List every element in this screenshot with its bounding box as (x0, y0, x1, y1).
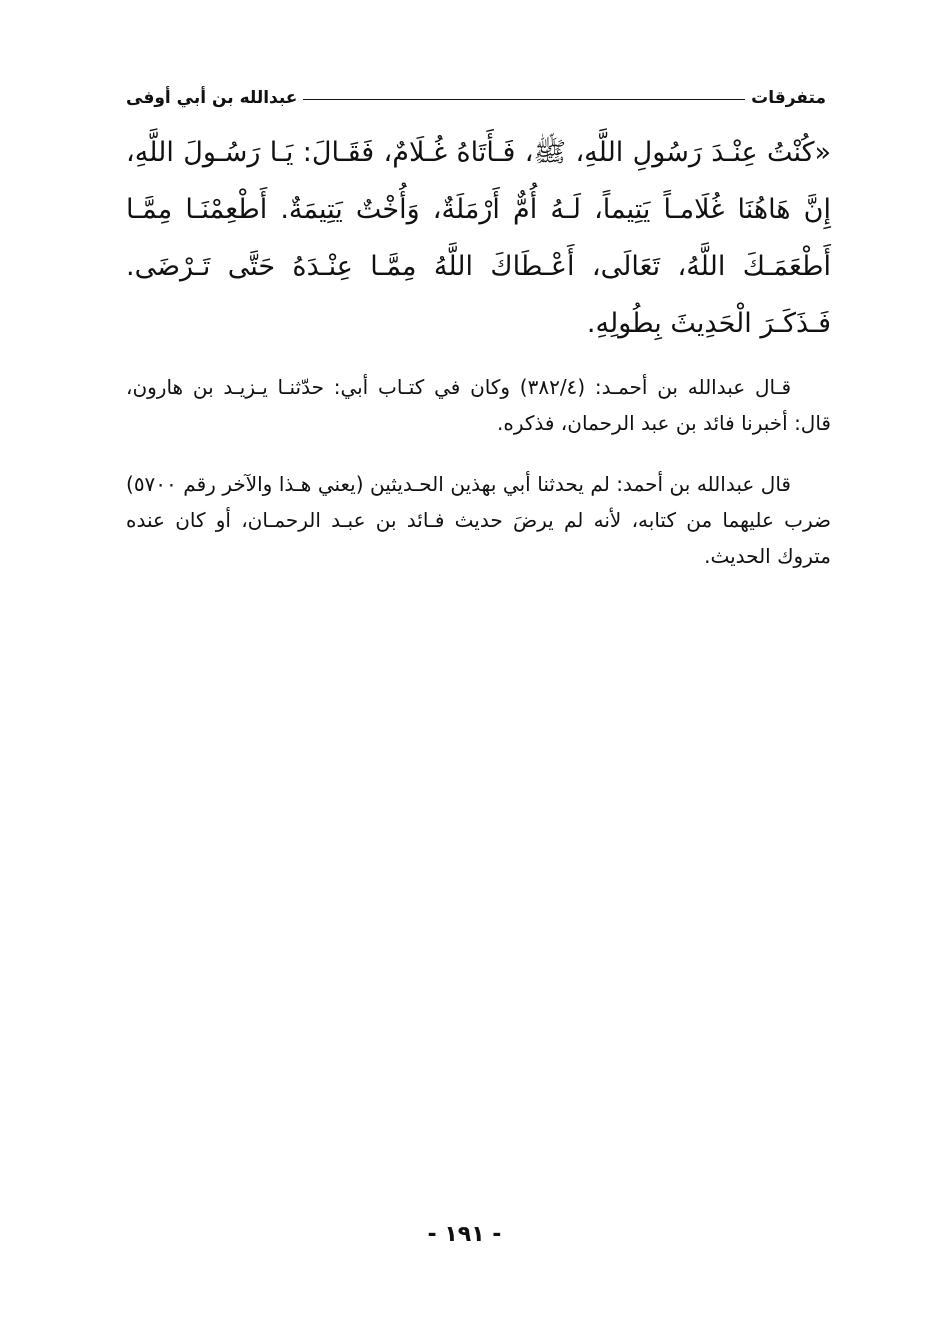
section-title: متفرقات (751, 88, 826, 108)
hadith-quote: «كُنْتُ عِنْـدَ رَسُولِ اللَّهِ، ﷺ، فَـأَتَاهُ غُـلَامٌ، فَقَـالَ: يَـا رَسُـولَ اللَّهِ، إِنَّ هَاهُنَا غُلَامـاً يَتِيماً، لَـهُ أُمٌّ أَرْمَلَةٌ، وَأُخْتٌ يَتِيمَةٌ. أَطْعِمْنَـا مِمَّـا أَطْعَمَـكَ اللَّهُ، تَعَالَى، أَعْـطَاكَ اللَّهُ مِمَّـا عِنْـدَهُ حَتَّى تَـرْضَى. فَـذَكَـرَ الْحَدِيثَ بِطُولِهِ. (126, 137, 831, 339)
book-title: عبدالله بن أبي أوفى (126, 88, 298, 108)
running-header (126, 78, 826, 108)
commentary-paragraph-2: قال عبدالله بن أحمد: لم يحدثنا أبي بهذين الحـديثين (يعني هـذا والآخر رقم ٥٧٠٠) ضرب عليهما من كتابه، لأنه لم يرضَ حديث فـائد بن عبـد الرحمـان، أو كان عنده متروك الحديث. (126, 472, 831, 568)
header-rule (303, 99, 745, 100)
commentary-paragraph-1: قـال عبدالله بن أحمـد: (٣٨٢/٤) وكان في كتـاب أبي: حدّثنـا يـزيـد بن هارون، قال: أخبرنا فائد بن عبد الرحمان، فذكره. (126, 375, 831, 435)
page-number: - ١٩١ - (427, 1222, 502, 1247)
